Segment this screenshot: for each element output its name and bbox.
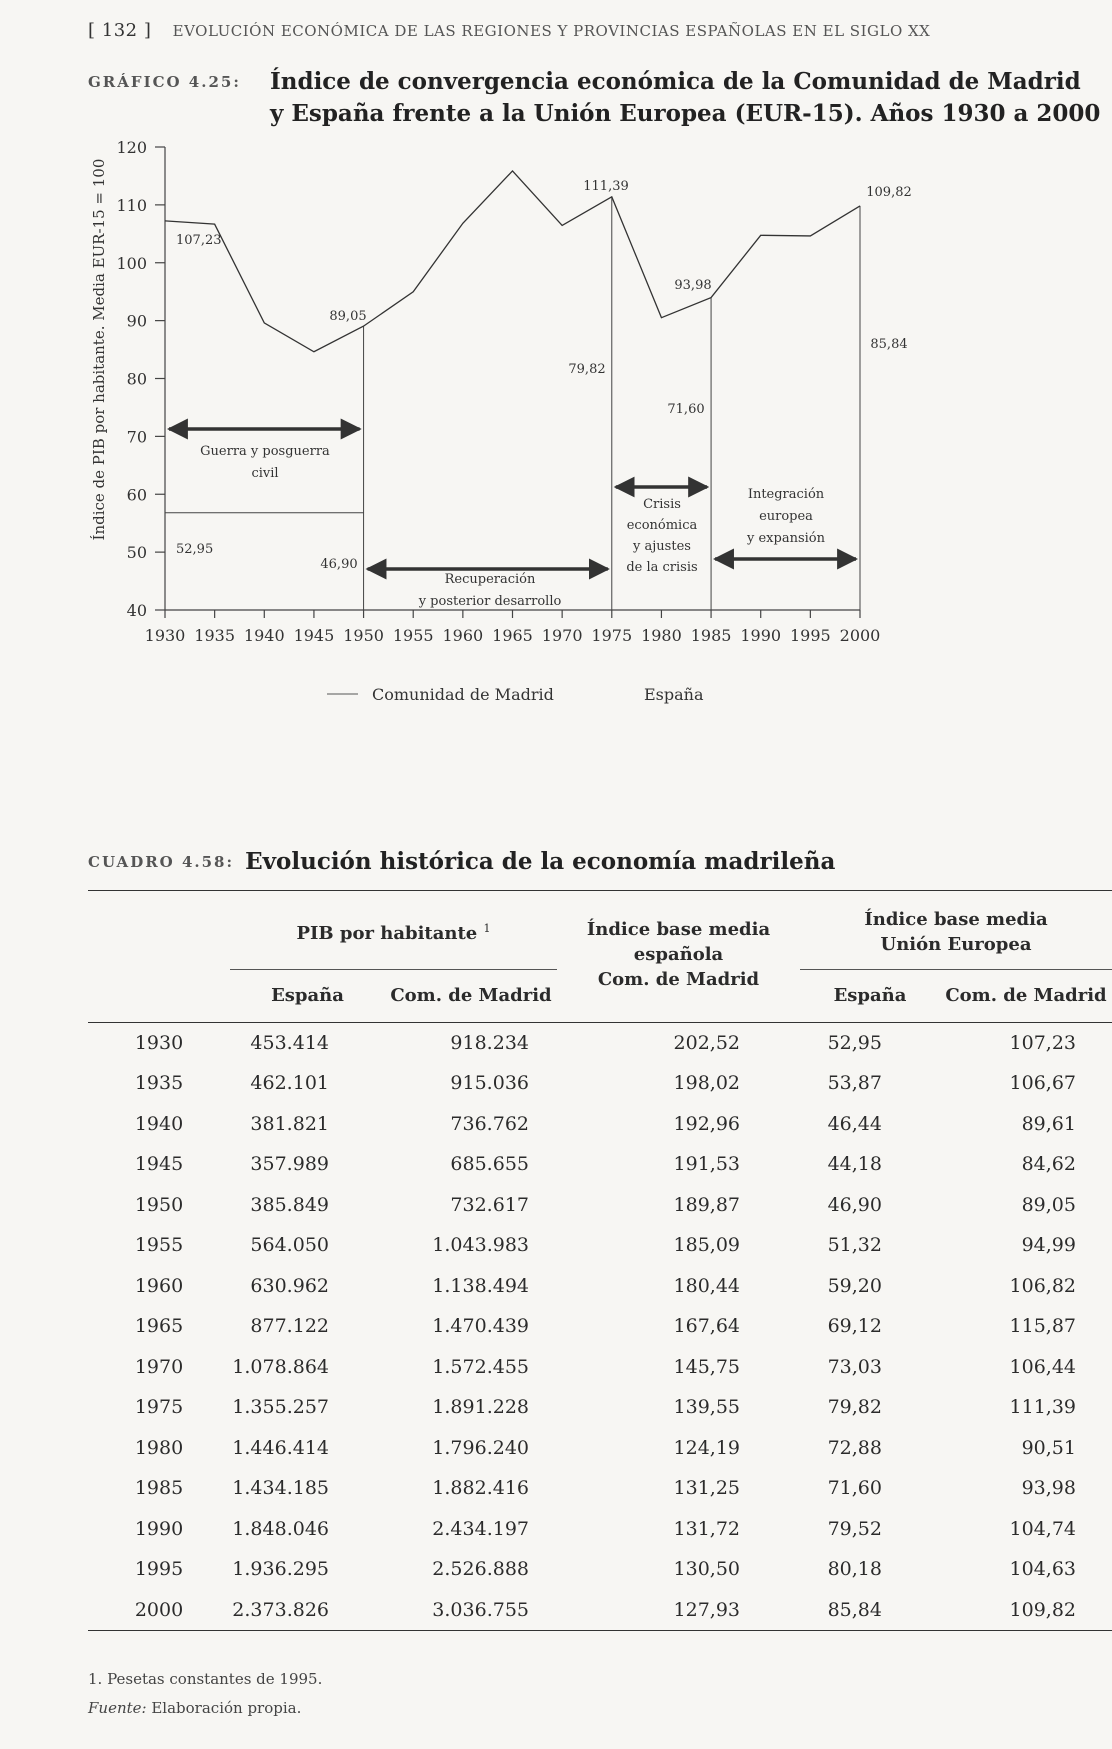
cell-year: 1965 xyxy=(134,1315,184,1338)
cell-pib-mad: 2.434.197 xyxy=(432,1517,529,1540)
table-label: CUADRO 4.58: xyxy=(88,853,235,871)
period-label: Recuperación xyxy=(444,572,536,587)
cell-pib-esp: 381.821 xyxy=(250,1112,329,1135)
table-row xyxy=(88,1468,1112,1509)
legend-label-spain: España xyxy=(644,685,704,704)
cell-pib-esp: 453.414 xyxy=(250,1031,329,1054)
cell-year: 1935 xyxy=(134,1072,184,1095)
cell-year: 2000 xyxy=(134,1598,184,1621)
cell-ue-esp: 59,20 xyxy=(827,1274,882,1297)
point-label: 71,60 xyxy=(667,402,705,417)
period-label: Guerra y posguerra xyxy=(200,444,330,459)
source-label: Fuente: xyxy=(88,1699,147,1717)
series-line-madrid xyxy=(165,171,860,352)
header-pib-group xyxy=(230,891,557,969)
table-caption xyxy=(88,846,835,878)
cell-ind-esp-mad: 131,25 xyxy=(673,1477,740,1500)
header-pib-footnote-ref: 1 xyxy=(483,921,491,935)
table-row xyxy=(88,1225,1112,1266)
x-tick-label: 1975 xyxy=(591,626,633,645)
running-header xyxy=(88,20,930,41)
y-tick-label: 90 xyxy=(126,311,147,331)
x-tick-label: 1950 xyxy=(343,626,384,645)
y-tick-label: 100 xyxy=(116,253,147,273)
point-label: 85,84 xyxy=(870,337,908,352)
cell-pib-esp: 877.122 xyxy=(250,1315,329,1338)
period-label: económica xyxy=(626,518,698,533)
x-tick-label: 1960 xyxy=(442,626,484,645)
point-label: 46,90 xyxy=(320,557,358,572)
cell-pib-esp: 1.078.864 xyxy=(232,1355,329,1378)
cell-pib-mad: 918.234 xyxy=(450,1031,529,1054)
point-label: 93,98 xyxy=(674,278,712,293)
cell-ue-mad: 90,51 xyxy=(1021,1436,1076,1459)
cell-pib-mad: 915.036 xyxy=(450,1072,529,1095)
cell-ind-esp-mad: 192,96 xyxy=(673,1112,740,1135)
cell-ind-esp-mad: 127,93 xyxy=(673,1598,740,1621)
source-text: Elaboración propia. xyxy=(151,1699,302,1717)
table-notes xyxy=(88,1665,322,1723)
y-tick-label: 70 xyxy=(126,427,147,447)
cell-ue-mad: 94,99 xyxy=(1021,1234,1076,1257)
header-index-spain-line2: española xyxy=(633,944,724,965)
period-label: europea xyxy=(759,509,813,524)
x-tick-label: 1930 xyxy=(144,626,186,645)
cell-ind-esp-mad: 191,53 xyxy=(673,1153,740,1176)
cell-ind-esp-mad: 167,64 xyxy=(673,1315,740,1338)
point-label: 107,23 xyxy=(176,233,222,248)
cell-year: 1980 xyxy=(134,1436,184,1459)
table-row xyxy=(88,1347,1112,1388)
cell-pib-mad: 732.617 xyxy=(450,1193,529,1216)
cell-pib-mad: 3.036.755 xyxy=(432,1598,529,1621)
y-axis-label: Índice de PIB por habitante. Media EUR-15 = 100 xyxy=(90,158,108,541)
period-label: Crisis xyxy=(643,497,681,512)
period-label: y ajustes xyxy=(633,539,691,554)
convergence-chart xyxy=(0,138,1112,790)
cell-ue-mad: 93,98 xyxy=(1021,1477,1076,1500)
header-eu-spain: España xyxy=(800,969,940,1022)
cell-ue-mad: 111,39 xyxy=(1009,1396,1076,1419)
chart-layer xyxy=(90,138,912,704)
cell-year: 1975 xyxy=(134,1396,184,1419)
cell-ue-mad: 106,82 xyxy=(1009,1274,1076,1297)
cell-ue-esp: 69,12 xyxy=(827,1315,882,1338)
source-note xyxy=(88,1694,322,1723)
cell-year: 1930 xyxy=(134,1031,184,1054)
footnote-1: 1. Pesetas constantes de 1995. xyxy=(88,1670,323,1688)
x-tick-label: 1965 xyxy=(492,626,533,645)
y-tick-label: 60 xyxy=(126,485,147,505)
cell-ue-esp: 44,18 xyxy=(827,1153,882,1176)
cell-pib-esp: 1.848.046 xyxy=(232,1517,329,1540)
cell-year: 1995 xyxy=(134,1558,184,1581)
header-index-spain-line1: Índice base media xyxy=(586,919,771,940)
point-label: 111,39 xyxy=(583,179,629,194)
cell-ue-mad: 106,67 xyxy=(1009,1072,1076,1095)
cell-pib-mad: 736.762 xyxy=(450,1112,529,1135)
cell-ue-mad: 115,87 xyxy=(1009,1315,1076,1338)
cell-ind-esp-mad: 124,19 xyxy=(673,1436,740,1459)
table-row xyxy=(88,1104,1112,1145)
cell-ue-mad: 104,74 xyxy=(1009,1517,1076,1540)
cell-ue-esp: 46,90 xyxy=(827,1193,882,1216)
cell-ue-esp: 79,82 xyxy=(827,1396,882,1419)
cell-pib-mad: 1.138.494 xyxy=(432,1274,529,1297)
cell-ind-esp-mad: 145,75 xyxy=(673,1355,740,1378)
cell-ue-mad: 107,23 xyxy=(1009,1031,1076,1054)
cell-pib-esp: 1.434.185 xyxy=(232,1477,329,1500)
legend-label-madrid: Comunidad de Madrid xyxy=(372,685,554,704)
cell-ue-esp: 71,60 xyxy=(827,1477,882,1500)
cell-ue-esp: 52,95 xyxy=(827,1031,882,1054)
cell-pib-esp: 1.446.414 xyxy=(232,1436,329,1459)
cell-pib-esp: 462.101 xyxy=(250,1072,329,1095)
cell-year: 1955 xyxy=(134,1234,184,1257)
period-label: Integración xyxy=(747,487,825,502)
header-index-eu-line1: Índice base media xyxy=(864,908,1048,930)
cell-ue-mad: 89,05 xyxy=(1021,1193,1076,1216)
cell-ind-esp-mad: 185,09 xyxy=(673,1234,740,1257)
period-label: y posterior desarrollo xyxy=(418,594,562,609)
table-row xyxy=(88,1144,1112,1185)
cell-ue-mad: 109,82 xyxy=(1009,1598,1076,1621)
point-label: 79,82 xyxy=(568,362,606,377)
cell-year: 1945 xyxy=(134,1153,184,1176)
header-pib-label: PIB por habitante xyxy=(296,922,478,944)
cell-ue-esp: 85,84 xyxy=(827,1598,882,1621)
period-label: y expansión xyxy=(747,531,825,546)
header-pib-spain: España xyxy=(230,969,385,1022)
cell-pib-esp: 2.373.826 xyxy=(232,1598,329,1621)
x-tick-label: 1995 xyxy=(789,626,831,645)
x-tick-label: 1970 xyxy=(541,626,583,645)
cell-ind-esp-mad: 131,72 xyxy=(673,1517,740,1540)
header-index-spain-base xyxy=(557,891,800,1022)
y-tick-label: 50 xyxy=(126,543,147,563)
page-number: [ 132 ] xyxy=(88,20,152,41)
cell-pib-mad: 2.526.888 xyxy=(432,1558,529,1581)
running-title: EVOLUCIÓN ECONÓMICA DE LAS REGIONES Y PROVINCIAS ESPAÑOLAS EN EL SIGLO XX xyxy=(172,22,931,40)
table-row xyxy=(88,1185,1112,1226)
cell-ind-esp-mad: 202,52 xyxy=(673,1031,740,1054)
x-tick-label: 1935 xyxy=(194,626,236,645)
cell-ue-esp: 72,88 xyxy=(827,1436,882,1459)
cell-pib-mad: 1.882.416 xyxy=(432,1477,529,1500)
cell-year: 1970 xyxy=(134,1355,184,1378)
table-row xyxy=(88,1387,1112,1428)
cell-pib-mad: 685.655 xyxy=(450,1153,529,1176)
table-group-header-row xyxy=(88,891,1112,969)
figure-caption xyxy=(88,66,1112,130)
cell-pib-esp: 357.989 xyxy=(250,1153,329,1176)
cell-pib-mad: 1.043.983 xyxy=(432,1234,529,1257)
period-label: civil xyxy=(251,466,279,481)
cell-ind-esp-mad: 130,50 xyxy=(673,1558,740,1581)
cell-pib-esp: 1.936.295 xyxy=(232,1558,329,1581)
cell-ind-esp-mad: 189,87 xyxy=(673,1193,740,1216)
table-title: Evolución histórica de la economía madrileña xyxy=(245,848,836,875)
cell-ind-esp-mad: 180,44 xyxy=(673,1274,740,1297)
table-row xyxy=(88,1590,1112,1631)
header-index-eu-line2: Unión Europea xyxy=(880,933,1032,955)
x-tick-label: 1955 xyxy=(392,626,434,645)
y-tick-label: 120 xyxy=(116,138,147,157)
cell-pib-mad: 1.470.439 xyxy=(432,1315,529,1338)
cell-ue-esp: 46,44 xyxy=(827,1112,882,1135)
x-tick-label: 1945 xyxy=(293,626,335,645)
cell-ue-mad: 89,61 xyxy=(1021,1112,1076,1135)
cell-ind-esp-mad: 139,55 xyxy=(673,1396,740,1419)
y-tick-label: 80 xyxy=(126,369,147,389)
cell-year: 1940 xyxy=(134,1112,184,1135)
cell-ue-esp: 80,18 xyxy=(827,1558,882,1581)
header-index-spain-line3: Com. de Madrid xyxy=(597,969,760,990)
figure-title xyxy=(270,66,1100,130)
table-bottom-rule-row xyxy=(88,1631,1112,1632)
point-label: 52,95 xyxy=(176,542,214,557)
period-label: de la crisis xyxy=(626,560,698,575)
cell-pib-mad: 1.891.228 xyxy=(432,1396,529,1419)
y-tick-label: 40 xyxy=(126,601,147,620)
figure-title-line1: Índice de convergencia económica de la Comunidad de Madrid xyxy=(270,68,1081,95)
table-row xyxy=(88,1306,1112,1347)
x-tick-label: 1980 xyxy=(641,626,682,645)
header-pib-madrid: Com. de Madrid xyxy=(385,969,557,1022)
table-row xyxy=(88,1023,1112,1064)
cell-year: 1990 xyxy=(134,1517,184,1540)
cell-pib-mad: 1.796.240 xyxy=(432,1436,529,1459)
table-row xyxy=(88,1428,1112,1469)
point-label: 89,05 xyxy=(329,309,367,324)
x-tick-label: 1990 xyxy=(740,626,782,645)
header-index-eu-group xyxy=(800,891,1112,969)
table-row xyxy=(88,1509,1112,1550)
x-tick-label: 1940 xyxy=(243,626,285,645)
table-row xyxy=(88,1549,1112,1590)
cell-ue-esp: 53,87 xyxy=(827,1072,882,1095)
history-table xyxy=(88,890,1112,1631)
y-tick-label: 110 xyxy=(116,195,147,215)
cell-year: 1960 xyxy=(134,1274,184,1297)
cell-ue-esp: 73,03 xyxy=(827,1355,882,1378)
cell-ue-esp: 79,52 xyxy=(827,1517,882,1540)
table-body xyxy=(88,1023,1112,1632)
cell-year: 1950 xyxy=(134,1193,184,1216)
table-row xyxy=(88,1063,1112,1104)
figure-label: GRÁFICO 4.25: xyxy=(88,73,241,91)
x-tick-label: 2000 xyxy=(839,626,881,645)
figure-title-line2: y España frente a la Unión Europea (EUR-15). Años 1930 a 2000 xyxy=(270,100,1101,127)
header-eu-madrid: Com. de Madrid xyxy=(940,969,1112,1022)
cell-ue-esp: 51,32 xyxy=(827,1234,882,1257)
cell-year: 1985 xyxy=(134,1477,184,1500)
cell-ue-mad: 106,44 xyxy=(1009,1355,1076,1378)
cell-pib-esp: 630.962 xyxy=(250,1274,329,1297)
cell-ind-esp-mad: 198,02 xyxy=(673,1072,740,1095)
x-tick-label: 1985 xyxy=(690,626,732,645)
cell-pib-esp: 1.355.257 xyxy=(232,1396,329,1419)
cell-pib-mad: 1.572.455 xyxy=(432,1355,529,1378)
cell-pib-esp: 564.050 xyxy=(250,1234,329,1257)
cell-pib-esp: 385.849 xyxy=(250,1193,329,1216)
point-label: 109,82 xyxy=(866,185,912,200)
table-row xyxy=(88,1266,1112,1307)
cell-ue-mad: 104,63 xyxy=(1009,1558,1076,1581)
cell-ue-mad: 84,62 xyxy=(1021,1153,1076,1176)
